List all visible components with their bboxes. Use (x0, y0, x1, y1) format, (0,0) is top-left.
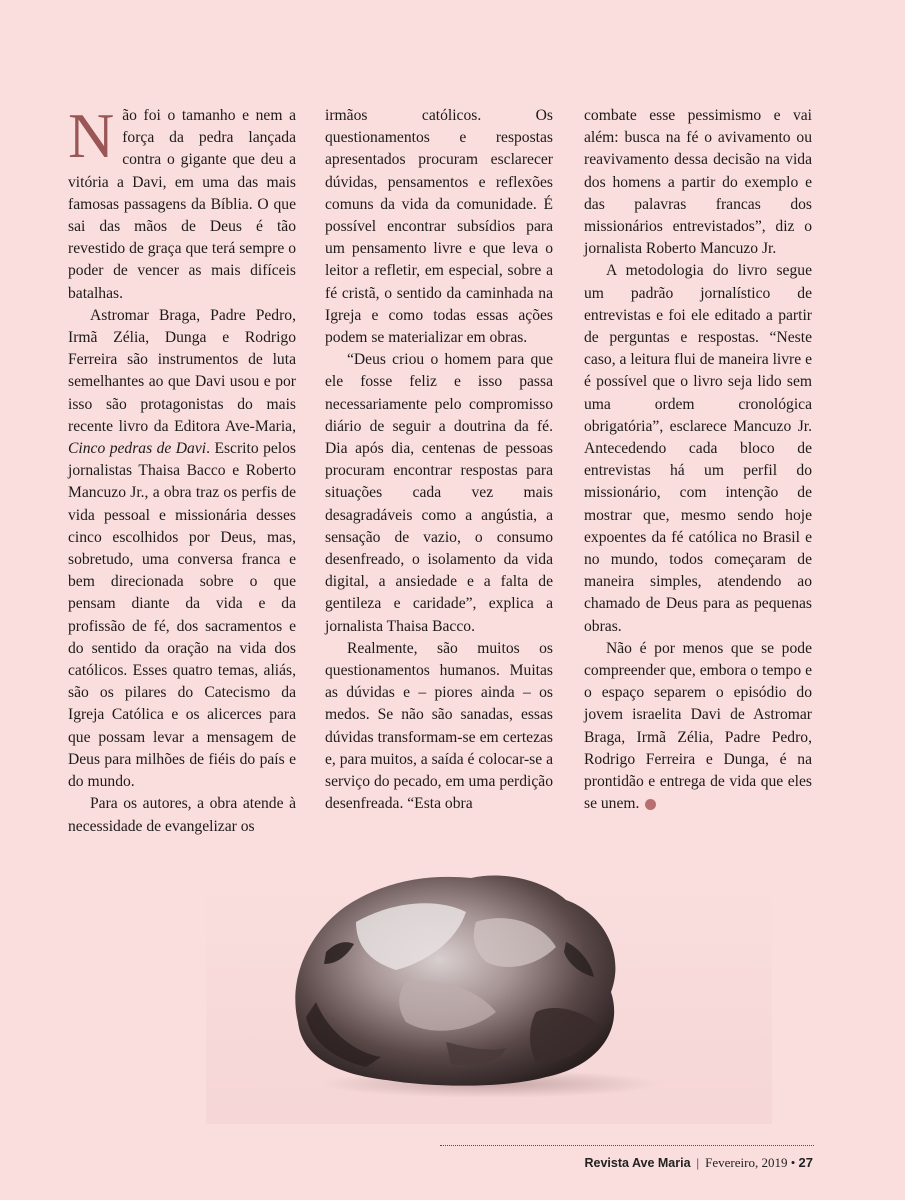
paragraph: Para os autores, a obra atende à necessidade de evangelizar os (68, 795, 296, 835)
paragraph (584, 638, 812, 816)
book-title: Cinco pedras de Davi (68, 440, 207, 458)
magazine-name: Revista Ave Maria (584, 1156, 691, 1170)
stone-icon (206, 852, 772, 1124)
paragraph-text: . Escrito pelos jornalistas Thaisa Bacco e Roberto Mancuzo Jr., a obra traz os perfis de vida pessoal e missionária desses cinco escolhidos por Deus, mas, sobretudo, uma conversa franca e bem direcionada sobre o que pensam diante da vida e da profissão de fé, dos sacramentos e do sentido da oração na vida dos católicos. Esses quatro temas, aliás, são os pilares do Catecismo da Igreja Católica e os alicerces para que possam levar a mensagem de Deus para milhões de fiéis do país e do mundo. (68, 440, 296, 791)
paragraph: “Deus criou o homem para que ele fosse feliz e isso passa necessariamente pelo compromisso diário de seguir a doutrina da fé. Dia após dia, centenas de pessoas procuram encontrar respostas para situações cada vez mais desagradáveis como a angústia, a sensação de vazio, o consumo desenfreado, o isolamento da vida digital, a ansiedade e a falta de gentileza e caridade”, explica a jornalista Thaisa Bacco. (325, 351, 553, 635)
footer-divider (440, 1145, 814, 1146)
issue-date: Fevereiro, 2019 (705, 1155, 788, 1170)
paragraph-text: ão foi o tamanho e nem a força da pedra lançada contra o gigante que deu a vitória a Davi, em uma das mais famosas passagens da Bíblia. O que sai das mãos de Deus é tão revestido de graça que terá sempre o poder de vencer as mais difíceis batalhas. (68, 107, 296, 302)
paragraph (68, 100, 296, 305)
paragraph-text: Não é por menos que se pode compreender que, embora o tempo e o espaço separem o episódio do jovem israelita Davi de Astromar Braga, Irmã Zélia, Padre Pedro, Rodrigo Ferreira e Dunga, é na prontidão e entrega de vida que eles se unem. (584, 639, 812, 813)
page-number: 27 (798, 1155, 813, 1170)
article-column-1 (68, 100, 296, 838)
article-column-2 (325, 105, 553, 816)
paragraph-text: Astromar Braga, Padre Pedro, Irmã Zélia, Dunga e Rodrigo Ferreira são instrumentos de luta semelhantes ao que Davi usou e por isso são protagonistas do mais recente livro da Editora Ave-Maria, (68, 306, 296, 435)
stone-photo (206, 852, 772, 1124)
article-column-3 (584, 105, 812, 816)
paragraph (68, 305, 296, 793)
drop-cap: N (68, 100, 115, 171)
paragraph: combate esse pessimismo e vai além: busca na fé o avivamento ou reavivamento dessa decisão na vida dos homens a partir do exemplo e das palavras francas dos missionários entrevistados”, diz o jornalista Roberto Mancuzo Jr. (584, 107, 812, 258)
footer-bullet: • (790, 1155, 796, 1170)
footer-separator: | (696, 1155, 700, 1170)
end-mark-icon (645, 799, 656, 810)
paragraph: A metodologia do livro segue um padrão jornalístico de entrevistas e foi ele editado a partir de perguntas e respostas. “Neste caso, a leitura flui de maneira livre e é possível que o livro seja lido sem uma ordem cronológica obrigatória”, esclarece Mancuzo Jr. Antecedendo cada bloco de entrevistas há um perfil do missionário, com intenção de mostrar que, mesmo sendo hoje expoentes da fé católica no Brasil e no mundo, todos começaram de maneira simples, atendendo ao chamado de Deus para as pequenas obras. (584, 262, 812, 635)
paragraph: Realmente, são muitos os questionamentos humanos. Muitas as dúvidas e – piores ainda – os medos. Se não são sanadas, essas dúvidas transformam-se em certezas e, para muitos, a saída é colocar-se a serviço do pecado, em uma perdição desenfreada. “Esta obra (325, 639, 553, 813)
page-footer (584, 1155, 813, 1171)
paragraph: irmãos católicos. Os questionamentos e respostas apresentados procuram esclarecer dúvidas, pensamentos e reflexões comuns da vida da comunidade. É possível encontrar subsídios para um pensamento livre e que leva o leitor a refletir, em especial, sobre a fé cristã, o sentido da caminhada na Igreja e como todas essas ações podem se materializar em obras. (325, 107, 553, 347)
